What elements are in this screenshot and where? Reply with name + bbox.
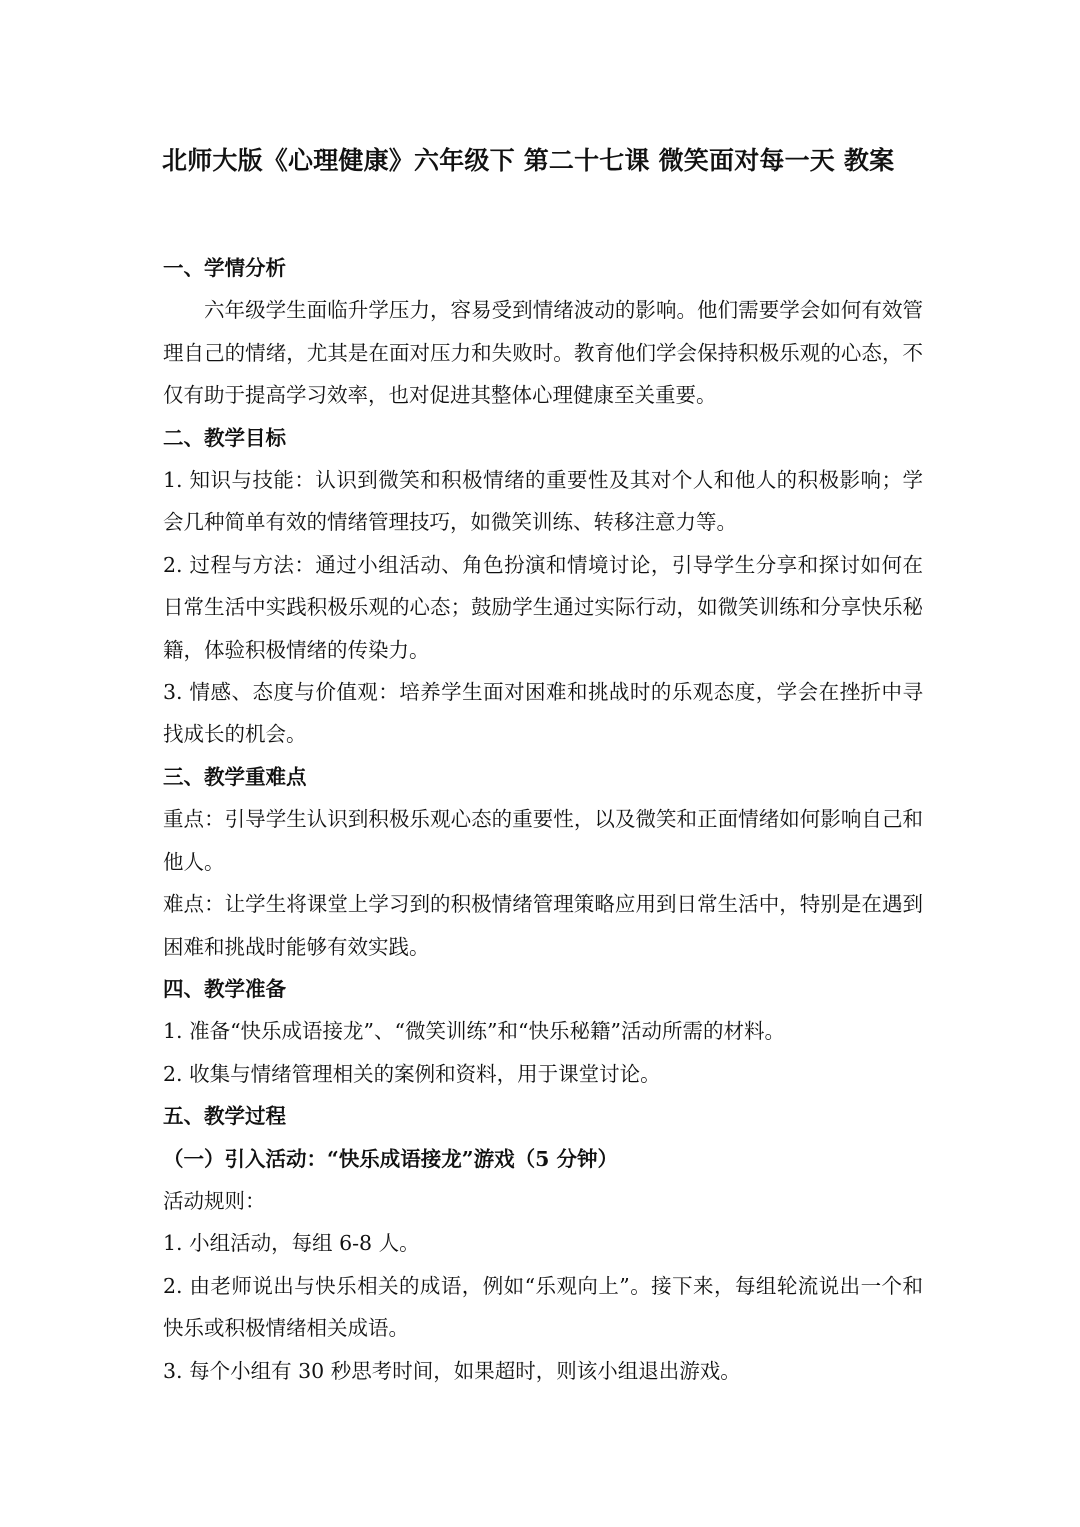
paragraph-goal-attitude: 3. 情感、态度与价值观：培养学生面对困难和挑战时的乐观态度，学会在挫折中寻找成长的机会。: [163, 680, 923, 747]
paragraph-key-point: 重点：引导学生认识到积极乐观心态的重要性，以及微笑和正面情绪如何影响自己和他人。: [163, 807, 923, 874]
paragraph-goal-process: 2. 过程与方法：通过小组活动、角色扮演和情境讨论，引导学生分享和探讨如何在日常生活中实践积极乐观的心态；鼓励学生通过实际行动，如微笑训练和分享快乐秘籍，体验积极情绪的传染力。: [163, 552, 923, 662]
section-heading-teaching-process: 五、教学过程: [163, 1104, 286, 1129]
activity-rules-label: 活动规则：: [163, 1188, 266, 1213]
section-heading-preparation: 四、教学准备: [163, 976, 286, 1001]
paragraph-goal-knowledge: 1. 知识与技能：认识到微笑和积极情绪的重要性及其对个人和他人的积极影响；学会几种简单有效的情绪管理技巧，如微笑训练、转移注意力等。: [163, 468, 923, 535]
section-heading-teaching-goals: 二、教学目标: [163, 425, 286, 450]
activity-rule-2: 2. 由老师说出与快乐相关的成语，例如“乐观向上”。接下来，每组轮流说出一个和快乐或积极情绪相关成语。: [163, 1273, 923, 1341]
activity-rule-3: 3. 每个小组有 30 秒思考时间，如果超时，则该小组退出游戏。: [163, 1358, 741, 1383]
paragraph-difficult-point: 难点：让学生将课堂上学习到的积极情绪管理策略应用到日常生活中，特别是在遇到困难和挑战时能够有效实践。: [163, 892, 923, 959]
activity-rule-1: 1. 小组活动，每组 6-8 人。: [163, 1231, 420, 1256]
document-body: [163, 247, 923, 1392]
section-heading-learning-analysis: 一、学情分析: [163, 256, 286, 280]
paragraph-learning-analysis: 六年级学生面临升学压力，容易受到情绪波动的影响。他们需要学会如何有效管理自己的情绪，尤其是在面对压力和失败时。教育他们学会保持积极乐观的心态，不仅有助于提高学习效率，也对促进其整体心理健康至关重要。: [163, 298, 923, 408]
section-heading-key-difficult-points: 三、教学重难点: [163, 764, 307, 789]
subsection-heading-intro-activity: （一）引入活动：“快乐成语接龙”游戏（5 分钟）: [163, 1146, 618, 1171]
paragraph-preparation-2: 2. 收集与情绪管理相关的案例和资料，用于课堂讨论。: [163, 1061, 661, 1086]
document-title: 北师大版《心理健康》六年级下 第二十七课 微笑面对每一天 教案: [162, 146, 895, 175]
paragraph-preparation-1: 1. 准备“快乐成语接龙”、“微笑训练”和“快乐秘籍”活动所需的材料。: [163, 1019, 785, 1044]
